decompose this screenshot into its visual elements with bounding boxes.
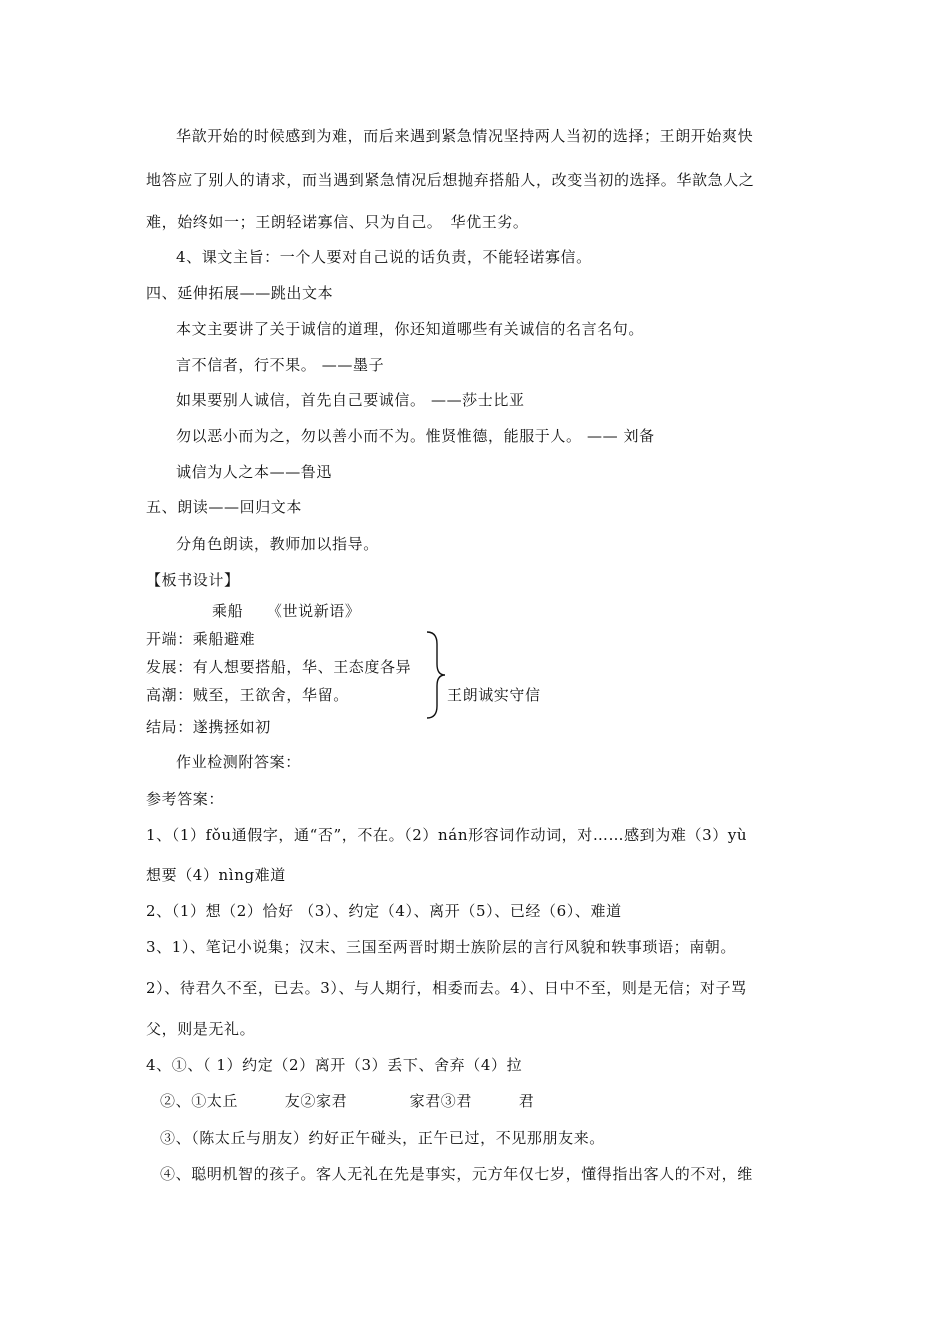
- answer-line: ④、聪明机智的孩子。客人无礼在先是事实，元方年仅七岁，懂得指出客人的不对，维: [160, 1165, 753, 1183]
- board-heading: 【板书设计】: [146, 571, 240, 589]
- paragraph-line: 华歆开始的时候感到为难，而后来遇到紧急情况坚持两人当初的选择；王朗开始爽快: [176, 127, 754, 145]
- paragraph-line: 难，始终如一；王朗轻诺寡信、只为自己。 华优王劣。: [146, 213, 529, 231]
- answers-heading: 参考答案：: [146, 790, 225, 808]
- answer-line: 3、1）、笔记小说集；汉末、三国至两晋时期士族阶层的言行风貌和轶事琐语；南朝。: [146, 938, 736, 956]
- answer-line: 父，则是无礼。: [146, 1020, 256, 1038]
- curly-brace-icon: [424, 630, 446, 720]
- quote-line: 如果要别人诚信，首先自己要诚信。 ——莎士比亚: [176, 391, 525, 409]
- theme-line: 4、课文主旨：一个人要对自己说的话负责，不能轻诺寡信。: [176, 248, 592, 266]
- answer-line: 2）、待君久不至，已去。3）、与人期行，相委而去。4）、日中不至，则是无信；对子骂: [146, 979, 747, 997]
- answer-line: 2、（1）想（2）恰好 （3）、约定（4）、离开（5）、已经（6）、难道: [146, 902, 622, 920]
- section-heading: 四、延伸拓展——跳出文本: [146, 284, 334, 302]
- quote-line: 言不信者，行不果。 ——墨子: [176, 356, 385, 374]
- board-title: 乘船 《世说新语》: [212, 602, 361, 620]
- section-text: 分角色朗读，教师加以指导。: [176, 535, 379, 553]
- quote-line: 勿以恶小而为之，勿以善小而不为。惟贤惟德，能服于人。 —— 刘备: [176, 427, 655, 445]
- board-row: 开端：乘船避难: [146, 630, 256, 648]
- answer-line: 想要（4）nìng难道: [146, 866, 286, 884]
- answer-line: ②、①太丘 友②家君 家君③君 君: [160, 1092, 535, 1110]
- section-heading: 五、朗读——回归文本: [146, 498, 303, 516]
- section-intro: 本文主要讲了关于诚信的道理，你还知道哪些有关诚信的名言名句。: [176, 320, 645, 338]
- homework-line: 作业检测附答案：: [176, 753, 301, 771]
- board-row: 发展：有人想要搭船，华、王态度各异: [146, 658, 412, 676]
- answer-line: 4、①、（ 1）约定（2）离开（3）丢下、舍弃（4）拉: [146, 1056, 523, 1074]
- paragraph-line: 地答应了别人的请求，而当遇到紧急情况后想抛弃搭船人，改变当初的选择。华歆急人之: [146, 171, 755, 189]
- board-row: 结局：遂携拯如初: [146, 718, 271, 736]
- quote-line: 诚信为人之本——鲁迅: [176, 463, 333, 481]
- board-conclusion: 王朗诚实守信: [447, 686, 541, 704]
- answer-line: 1、（1）fǒu通假字，通“否”，不在。（2）nán形容词作动词，对……感到为难（3）yù: [146, 826, 748, 844]
- board-row: 高潮：贼至，王欲舍，华留。: [146, 686, 349, 704]
- answer-line: ③、（陈太丘与朋友）约好正午碰头，正午已过，不见那朋友来。: [160, 1129, 605, 1147]
